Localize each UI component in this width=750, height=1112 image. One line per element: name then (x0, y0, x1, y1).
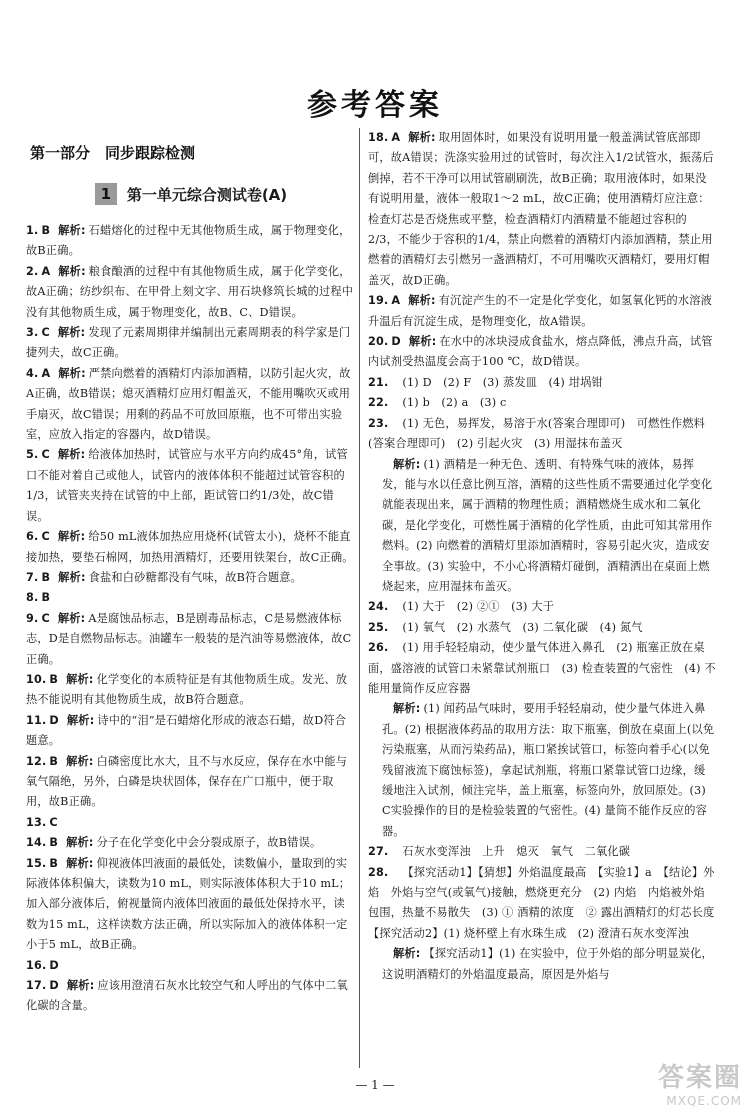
unit-title: 第一单元综合测试卷(A) (126, 185, 288, 204)
answer-entry (368, 373, 716, 393)
answer-text: (1) 无色，易挥发，易溶于水(答案合理即可) 可燃性作燃料(答案合理即可) (2) 引起火灾 (3) 用湿抹布盖灭 (368, 416, 706, 451)
answer-text: (1) 大于 (2) ②① (3) 大于 (402, 600, 555, 614)
answer-text: 发现了元素周期律并编制出元素周期表的科学家是门捷列夫，故C正确。 (26, 326, 351, 360)
answer-text: 在水中的冰块浸成食盐水，熔点降低，沸点升高，试管内试剂受热温度会高于100 ℃，故D错误。 (368, 335, 713, 369)
answer-entry (368, 455, 716, 598)
answer-number: 13. (26, 815, 47, 829)
analysis-tag: 解析: (66, 979, 95, 993)
answer-entry (26, 364, 356, 446)
left-column (26, 138, 356, 1017)
answer-entry (368, 944, 716, 985)
answer-number: 11. (26, 713, 47, 727)
answer-entry (26, 976, 356, 1017)
analysis-tag: 解析: (57, 448, 86, 462)
answer-number: 16. (26, 958, 47, 972)
analysis-tag: 解析: (66, 856, 94, 870)
answer-number: 14. (26, 836, 47, 850)
analysis-tag: 解析: (393, 702, 421, 716)
right-column (368, 128, 726, 985)
answer-text: 白磷密度比水大，且不与水反应，保存在水中能与氧气隔绝，另外，白磷是块状固体，保存在广口瓶中，便于取用，故B正确。 (26, 754, 348, 809)
answer-entry (368, 597, 716, 617)
answer-number: 2. (26, 264, 39, 278)
unit-badge: 1 (95, 183, 117, 205)
page-number: — 1 — (355, 1078, 395, 1092)
answer-entry (26, 527, 356, 568)
answer-entry (26, 445, 356, 527)
answer-text: 诗中的“泪”是石蜡熔化形成的液态石蜡，故D符合题意。 (26, 713, 347, 748)
answer-choice: B (49, 836, 59, 850)
answer-choice: B (49, 672, 59, 686)
answer-number: 28. (368, 865, 389, 879)
analysis-tag: 解析: (57, 530, 86, 544)
answer-entry (26, 588, 356, 608)
answer-choice: A (41, 264, 51, 278)
answer-number: 4. (26, 366, 39, 380)
page-title: 参考答案 (307, 88, 443, 123)
answer-entry (368, 699, 716, 842)
answer-text: 给液体加热时，试管应与水平方向约成45°角，试管口不能对着自己或他人，试管内的液体体积不能超过试管容积的1/3，试管夹夹持在试管的中上部，距试管口约1/3处，故C错误。 (26, 448, 348, 523)
answer-number: 5. (26, 448, 39, 462)
answer-entry (26, 262, 356, 323)
answer-choice: D (49, 713, 59, 727)
analysis-tag: 解析: (393, 947, 421, 961)
answer-entry (368, 393, 716, 413)
answer-number: 19. (368, 294, 389, 308)
answer-text: 【探究活动1】(1) 在实验中，位于外焰的部分明显炭化，这说明酒精灯的外焰温度最高，原因是外焰与 (382, 947, 713, 981)
answer-entry (26, 609, 356, 670)
answer-number: 1. (26, 224, 39, 237)
answer-number: 25. (368, 620, 389, 634)
answer-number: 17. (26, 979, 47, 993)
analysis-tag: 解析: (393, 457, 421, 471)
answer-choice: B (41, 224, 51, 237)
answer-number: 15. (26, 856, 47, 870)
answer-text: 粮食酿酒的过程中有其他物质生成，属于化学变化，故A正确；纺纱织布、在甲骨上刻文字、用石块修筑长城的过程中没有其他物质生成，属于物理变化，故B、C、D错误。 (26, 264, 354, 319)
answer-choice: C (41, 611, 50, 625)
answer-choice: A (391, 131, 401, 144)
analysis-tag: 解析: (408, 335, 437, 349)
answer-text: (1) 酒精是一种无色、透明、有特殊气味的液体，易挥发，能与水以任意比例互溶，酒精的这些性质不需要通过化学变化就能表现出来，属于酒精的物理性质；酒精燃烧生成水和二氧化碳，是化学变化，可燃性属于酒精的化学性质，由此可知其常用作燃料。(2) 向燃着的酒精灯里添加酒精时，容易引起火灾，造成安全事故。(3) 实验中，不小心将酒精灯碰倒，酒精洒出在桌面上燃烧起来，应用湿抹布盖灭。 (382, 457, 713, 593)
column-divider (359, 128, 360, 1068)
analysis-tag: 解析: (66, 672, 94, 686)
answer-number: 3. (26, 326, 39, 340)
answer-text: (1) 氧气 (2) 水蒸气 (3) 二氧化碳 (4) 氮气 (402, 620, 643, 634)
answer-choice: B (49, 754, 59, 768)
answer-number: 24. (368, 600, 389, 614)
answer-entry (368, 291, 716, 332)
answer-text: 【探究活动1】【猜想】外焰温度最高 【实验1】a 【结论】外焰 外焰与空气(或氧气)接触，燃烧更充分 (2) 内焰 内焰被外焰包围，热量不易散失 (3) ① 酒精的浓度 ② 露出酒精灯的灯芯长度 【探究活动2】(1) 烧杯壁上有水珠生成 (2) 澄清石灰水变浑浊 (368, 865, 726, 940)
answer-list-left (26, 221, 356, 1017)
answer-entry (26, 833, 356, 853)
answer-text: 应该用澄清石灰水比较空气和人呼出的气体中二氧化碳的含量。 (26, 979, 348, 1013)
answer-number: 12. (26, 754, 47, 768)
answer-text: A是腐蚀品标志，B是剧毒品标志，C是易燃液体标志，D是自燃物品标志。油罐车一般装的是汽油等易燃液体，故C正确。 (26, 611, 352, 666)
answer-choice: C (41, 448, 50, 462)
answer-entry (26, 956, 356, 976)
answer-entry (26, 711, 356, 752)
answer-choice: A (391, 294, 401, 308)
watermark-logo: 答案圈 MXQE.COM (657, 1063, 742, 1108)
analysis-tag: 解析: (58, 224, 86, 237)
answer-text: 给50 mL液体加热应用烧杯(试管太小)，烧杯不能直接加热，要垫石棉网，加热用酒精灯，还要用铁架台，故C正确。 (26, 530, 354, 564)
answer-choice: D (391, 335, 401, 349)
answer-entry (26, 323, 356, 364)
answer-number: 10. (26, 672, 47, 686)
answer-choice: B (49, 856, 59, 870)
answer-choice: D (49, 979, 59, 993)
answer-text: 食盐和白砂糖都没有气味，故B符合题意。 (88, 570, 303, 584)
answer-text: 石灰水变浑浊 上升 熄灭 氧气 二氧化碳 (402, 845, 631, 859)
answer-entry (368, 638, 716, 699)
analysis-tag: 解析: (58, 570, 86, 584)
answer-choice: B (41, 570, 51, 584)
answer-entry (26, 813, 356, 833)
answer-entry (26, 568, 356, 588)
part-title: 第一部分 同步跟踪检测 (30, 144, 196, 162)
analysis-tag: 解析: (58, 366, 86, 380)
answer-text: (1) 用手轻轻扇动，使少量气体进入鼻孔 (2) 瓶塞正放在桌面，盛溶液的试管口未紧靠试剂瓶口 (3) 检查装置的气密性 (4) 不能用量筒作反应容器 (368, 641, 716, 695)
answer-text: 取用固体时，如果没有说明用量一般盖满试管底部即可，故A错误；洗涤实验用过的试管时，每次注入1/2试管水，振荡后倒掉，若不干净可以用试管刷刷洗，故B正确；取用液体时，如果没有说明用量，液体一般取1～2 mL，故C正确；使用酒精灯应注意：检查灯芯是否烧焦或平整，检查酒精灯内酒精量不能超过容积的2/3，不能少于容积的1/4，禁止向燃着的酒精灯内添加酒精，禁止用燃着的酒精灯去引燃另一盏酒精灯，不可用嘴吹灭酒精灯，要用灯帽盖灭，故D正确。 (368, 131, 714, 287)
answer-entry (368, 863, 726, 945)
analysis-tag: 解析: (66, 713, 95, 727)
answer-text: 分子在化学变化中会分裂成原子，故B错误。 (96, 836, 322, 850)
answer-number: 27. (368, 845, 389, 859)
answer-number: 8. (26, 591, 39, 605)
answer-text: 有沉淀产生的不一定是化学变化，如氢氧化钙的水溶液升温后有沉淀生成，是物理变化，故A错误。 (368, 294, 713, 328)
analysis-tag: 解析: (57, 326, 86, 340)
analysis-tag: 解析: (66, 754, 94, 768)
answer-choice: C (41, 530, 50, 544)
answer-choice: C (41, 326, 50, 340)
answer-list-right (368, 128, 726, 985)
answer-entry (368, 128, 716, 291)
analysis-tag: 解析: (57, 611, 86, 625)
answer-entry (368, 332, 716, 373)
answer-number: 23. (368, 416, 389, 430)
answer-number: 21. (368, 375, 389, 389)
answer-text: 化学变化的本质特征是有其他物质生成。发光、放热不能说明有其他物质生成，故B符合题意。 (26, 672, 348, 707)
answer-entry (368, 842, 716, 862)
answer-text: 石蜡熔化的过程中无其他物质生成，属于物理变化，故B正确。 (26, 224, 351, 258)
answer-number: 7. (26, 570, 39, 584)
answer-number: 20. (368, 335, 389, 349)
answer-entry (26, 752, 356, 813)
analysis-tag: 解析: (408, 294, 436, 308)
answer-entry (368, 414, 716, 455)
answer-choice: A (41, 366, 51, 380)
answer-text: (1) b (2) a (3) c (402, 396, 507, 410)
analysis-tag: 解析: (408, 131, 436, 144)
answer-choice: B (41, 591, 51, 605)
answer-entry (26, 221, 356, 262)
answer-entry (26, 670, 356, 711)
analysis-tag: 解析: (58, 264, 86, 278)
answer-number: 9. (26, 611, 39, 625)
answer-choice: D (49, 958, 59, 972)
answer-text: (1) D (2) F (3) 蒸发皿 (4) 坩埚钳 (402, 375, 603, 389)
answer-entry (368, 618, 716, 638)
answer-number: 26. (368, 641, 389, 655)
answer-text: 严禁向燃着的酒精灯内添加酒精，以防引起火灾，故A正确，故B错误；熄灭酒精灯应用灯帽盖灭，不能用嘴吹灭或用手扇灭，故C错误；用剩的药品不可放回原瓶，也不可带出实验室，应放入指定的容器内，故D错误。 (26, 366, 351, 442)
analysis-tag: 解析: (66, 836, 94, 850)
answer-number: 18. (368, 131, 389, 144)
answer-number: 22. (368, 396, 389, 410)
unit-header (26, 183, 356, 205)
answer-text: (1) 闻药品气味时，要用手轻轻扇动，使少量气体进入鼻孔。(2) 根据液体药品的取用方法：取下瓶塞，倒放在桌面上(以免污染瓶塞，从而污染药品)，瓶口紧挨试管口，标签向着手心(以免残留液流下腐蚀标签)，拿起试剂瓶，将瓶口紧靠试管口边缘，缓缓地注入试剂，倾注完毕，盖上瓶塞，标签向外，放回原处。(3) C实验操作的目的是检验装置的气密性。(4) 量筒不能作反应的容器。 (382, 702, 715, 838)
answer-number: 6. (26, 530, 39, 544)
answer-text: 仰视液体凹液面的最低处，读数偏小，量取到的实际液体体积偏大，读数为10 mL，则实际液体体积大于10 mL；加入部分液体后，俯视量筒内液体凹液面的最低处保持水平，读数为15 mL，这样读数方法正确，所以实际加入的液体体积一定小于5 mL，故B正确。 (26, 856, 351, 952)
answer-choice: C (49, 815, 58, 829)
answer-entry (26, 854, 356, 956)
